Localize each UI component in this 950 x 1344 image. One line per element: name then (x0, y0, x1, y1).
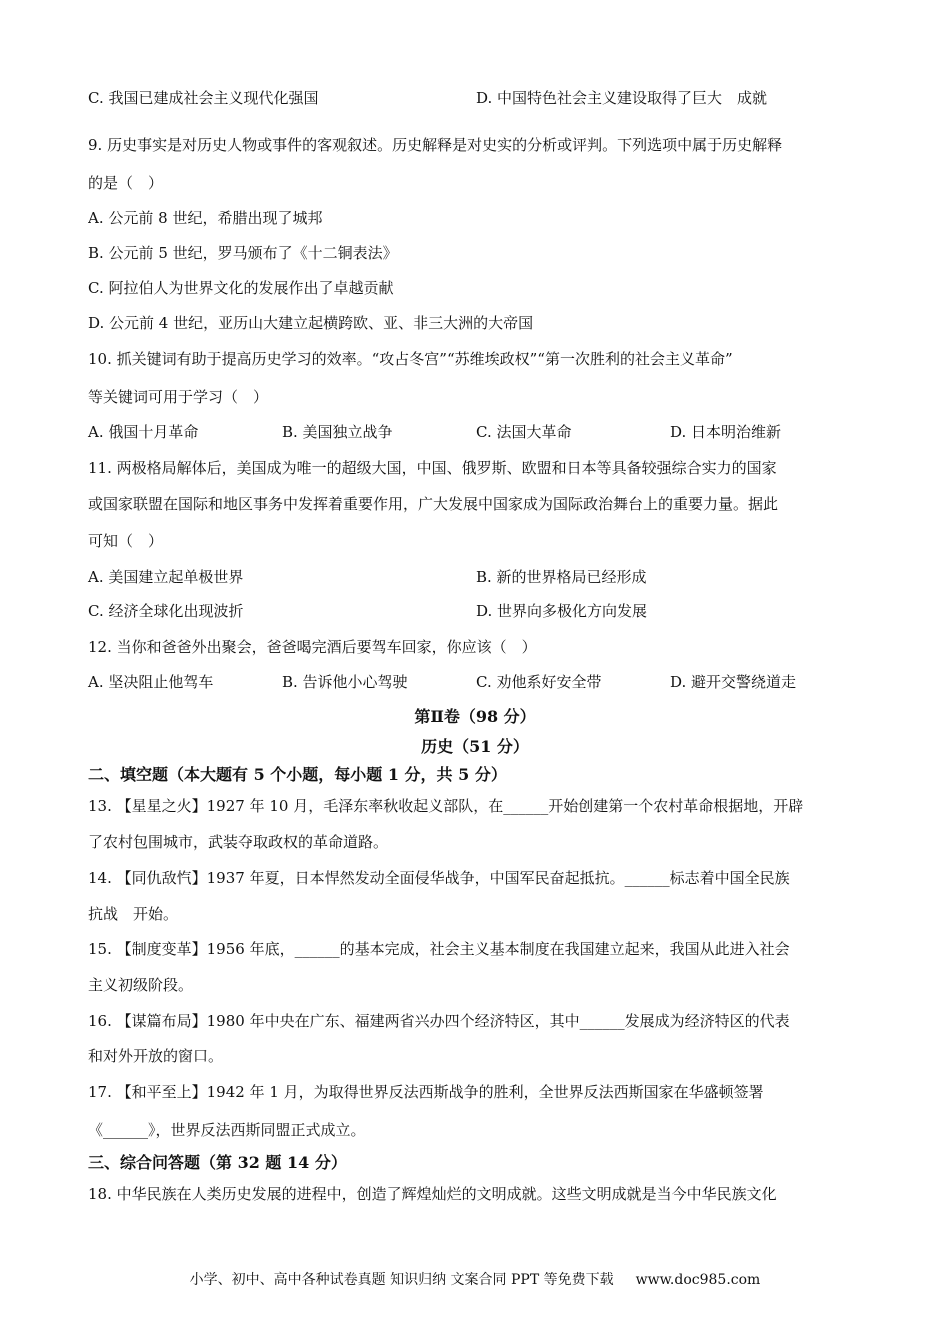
q8-option-d: D. 中国特色社会主义建设取得了巨大 成就 (476, 89, 768, 107)
q9-option-b: B. 公元前 5 世纪，罗马颁布了《十二铜表法》 (88, 244, 398, 262)
q12-option-d: D. 避开交警绕道走 (670, 673, 797, 691)
q10-option-d: D. 日本明治维新 (670, 423, 782, 441)
q10-option-c: C. 法国大革命 (476, 423, 572, 441)
q13-line1: 13. 【星星之火】1927 年 10 月，毛泽东率秋收起义部队，在______开始创建第一个农村革命根据地，开辟 (88, 797, 804, 815)
q10-stem-line1: 10. 抓关键词有助于提高历史学习的效率。“攻占冬宫”“苏维埃政权”“第一次胜利的社会主义革命” (88, 350, 733, 368)
q11-option-b: B. 新的世界格局已经形成 (476, 568, 647, 586)
q10-option-a: A. 俄国十月革命 (88, 423, 199, 441)
q17-line1: 17. 【和平至上】1942 年 1 月，为取得世界反法西斯战争的胜利，全世界反法西斯国家在华盛顿签署 (88, 1083, 764, 1101)
q10-stem-line2: 等关键词可用于学习（ ） (88, 388, 269, 406)
q12-option-b: B. 告诉他小心驾驶 (282, 673, 408, 691)
footer-text: 小学、初中、高中各种试卷真题 知识归纳 文案合同 PPT 等免费下载 (189, 1272, 614, 1288)
footer-url[interactable]: www.doc985.com (635, 1272, 761, 1288)
q11-stem-line1: 11. 两极格局解体后，美国成为唯一的超级大国，中国、俄罗斯、欧盟和日本等具备较强综合实力的国家 (88, 459, 777, 477)
q16-line1: 16. 【谋篇布局】1980 年中央在广东、福建两省兴办四个经济特区，其中______发展成为经济特区的代表 (88, 1012, 790, 1030)
q9-stem-line2: 的是（ ） (88, 174, 164, 192)
q11-stem-line3: 可知（ ） (88, 532, 164, 550)
q14-line2: 抗战 开始。 (88, 905, 179, 923)
section2-heading: 二、填空题（本大题有 5 个小题，每小题 1 分，共 5 分） (88, 765, 507, 784)
q18-line1: 18. 中华民族在人类历史发展的进程中，创造了辉煌灿烂的文明成就。这些文明成就是当今中华民族文化 (88, 1185, 777, 1203)
q9-option-d: D. 公元前 4 世纪，亚历山大建立起横跨欧、亚、非三大洲的大帝国 (88, 314, 534, 332)
q12-stem: 12. 当你和爸爸外出聚会，爸爸喝完酒后要驾车回家，你应该（ ） (88, 638, 537, 656)
page-footer (0, 1271, 950, 1289)
q12-option-c: C. 劝他系好安全带 (476, 673, 602, 691)
q11-stem-line2: 或国家联盟在国际和地区事务中发挥着重要作用，广大发展中国家成为国际政治舞台上的重要力量。据此 (88, 495, 779, 513)
q10-option-b: B. 美国独立战争 (282, 423, 393, 441)
q11-option-a: A. 美国建立起单极世界 (88, 568, 244, 586)
q15-line2: 主义初级阶段。 (88, 976, 194, 994)
q9-stem-line1: 9. 历史事实是对历史人物或事件的客观叙述。历史解释是对史实的分析或评判。下列选项中属于历史解释 (88, 136, 783, 154)
history-title: 历史（51 分） (421, 737, 529, 756)
q17-line2: 《______》，世界反法西斯同盟正式成立。 (88, 1121, 366, 1139)
q12-option-a: A. 坚决阻止他驾车 (88, 673, 214, 691)
q13-line2: 了农村包围城市，武装夺取政权的革命道路。 (88, 833, 389, 851)
q15-line1: 15. 【制度变革】1956 年底，______的基本完成，社会主义基本制度在我国建立起来，我国从此进入社会 (88, 940, 790, 958)
q9-option-a: A. 公元前 8 世纪，希腊出现了城邦 (88, 209, 323, 227)
q11-option-d: D. 世界向多极化方向发展 (476, 602, 648, 620)
section3-heading: 三、综合问答题（第 32 题 14 分） (88, 1153, 347, 1172)
q9-option-c: C. 阿拉伯人为世界文化的发展作出了卓越贡献 (88, 279, 394, 297)
part2-title: 第Ⅱ卷（98 分） (414, 707, 536, 726)
q16-line2: 和对外开放的窗口。 (88, 1047, 224, 1065)
q14-line1: 14. 【同仇敌忾】1937 年夏，日本悍然发动全面侵华战争，中国军民奋起抵抗。______标志着中国全民族 (88, 869, 790, 887)
q11-option-c: C. 经济全球化出现波折 (88, 602, 244, 620)
q8-option-c: C. 我国已建成社会主义现代化强国 (88, 89, 319, 107)
